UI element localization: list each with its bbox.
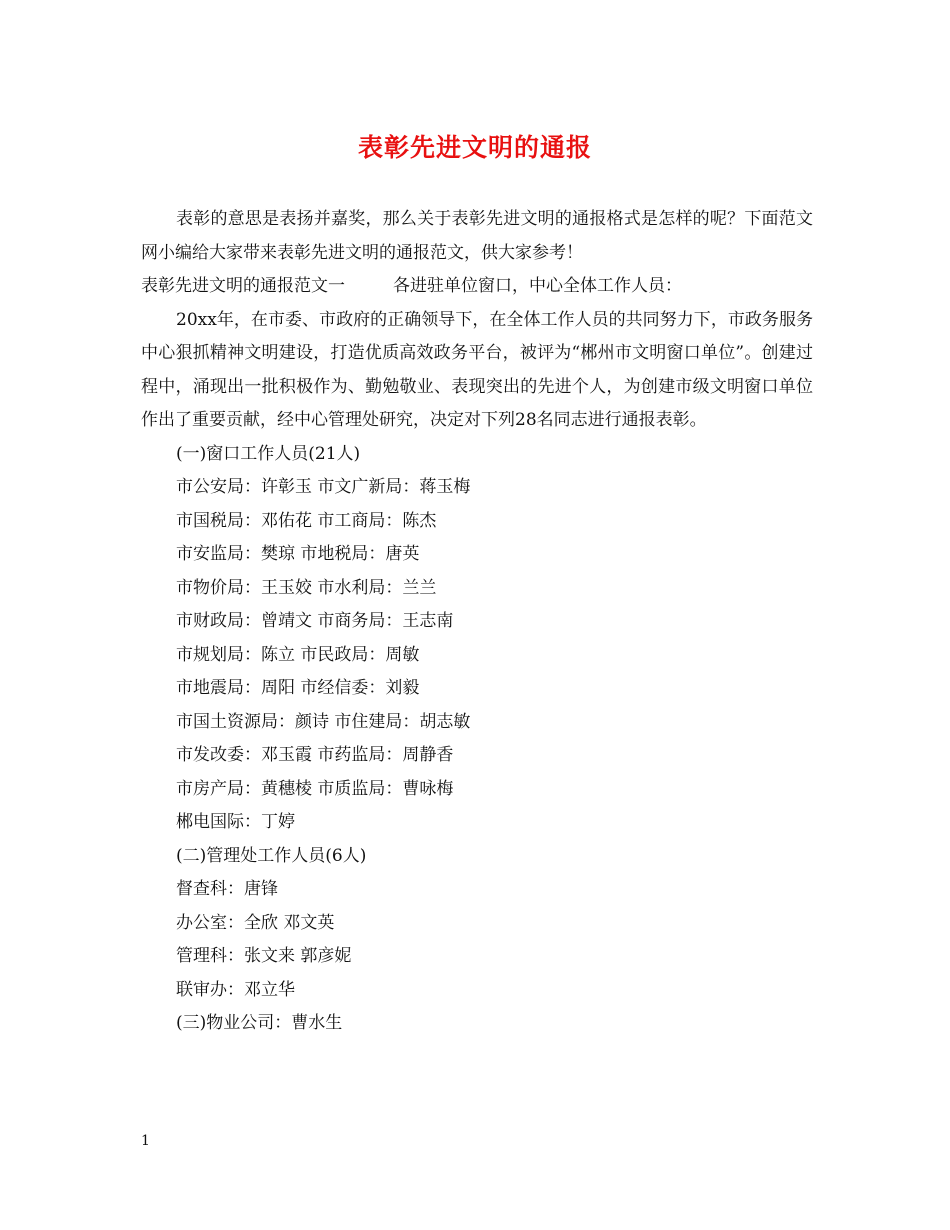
sample-heading: 表彰先进文明的通报范文一	[141, 276, 345, 296]
list-line: 市国土资源局：颜诗 市住建局：胡志敏	[176, 711, 471, 732]
list-line: 管理科：张文来 郭彦妮	[176, 946, 352, 966]
list-line: (二)管理处工作人员(6人)	[176, 845, 367, 866]
list-line: 市发改委：邓玉霞 市药监局：周静香	[176, 745, 454, 765]
recipient-list	[141, 438, 813, 1041]
list-line: 市地震局：周阳 市经信委：刘毅	[176, 678, 420, 698]
list-line: 市房产局：黄穗棱 市质监局：曹咏梅	[176, 778, 454, 799]
salutation: 各进驻单位窗口，中心全体工作人员：	[393, 276, 682, 296]
main-paragraph: 20xx年，在市委、市政府的正确领导下，在全体工作人员的共同努力下，市政务服务中心狠抓精神文明建设，打造优质高效政务平台，被评为“郴州市文明窗口单位”。创建过程中，涌现出一批积极作为、勤勉敬业、表现突出的先进个人，为创建市级文明窗口单位作出了重要贡献，经中心管理处研究，决定对下列28名同志进行通报表彰。	[141, 309, 813, 430]
list-line: 市物价局：王玉姣 市水利局：兰兰	[176, 577, 437, 598]
list-line: 市财政局：曾靖文 市商务局：王志南	[176, 611, 454, 631]
list-line: 郴电国际：丁婷	[176, 812, 295, 832]
page-number: 1	[141, 1133, 150, 1149]
document-body	[141, 203, 813, 1041]
list-line: 督查科：唐锋	[176, 879, 278, 899]
list-line: 市公安局：许彰玉 市文广新局：蒋玉梅	[176, 477, 471, 497]
list-line: (三)物业公司：曹水生	[176, 1013, 343, 1033]
document-title: 表彰先进文明的通报	[357, 133, 592, 162]
sample-heading-line	[141, 270, 813, 304]
intro-paragraph: 表彰的意思是表扬并嘉奖，那么关于表彰先进文明的通报格式是怎样的呢？下面范文网小编给大家带来表彰先进文明的通报范文，供大家参考！	[141, 209, 813, 263]
list-line: 市安监局：樊琼 市地税局：唐英	[176, 544, 420, 564]
list-line: 市国税局：邓佑花 市工商局：陈杰	[176, 510, 437, 531]
list-line: (一)窗口工作人员(21人)	[176, 443, 361, 464]
list-line: 联审办：邓立华	[176, 979, 295, 1000]
list-line: 市规划局：陈立 市民政局：周敏	[176, 644, 420, 665]
list-line: 办公室：全欣 邓文英	[176, 912, 335, 933]
